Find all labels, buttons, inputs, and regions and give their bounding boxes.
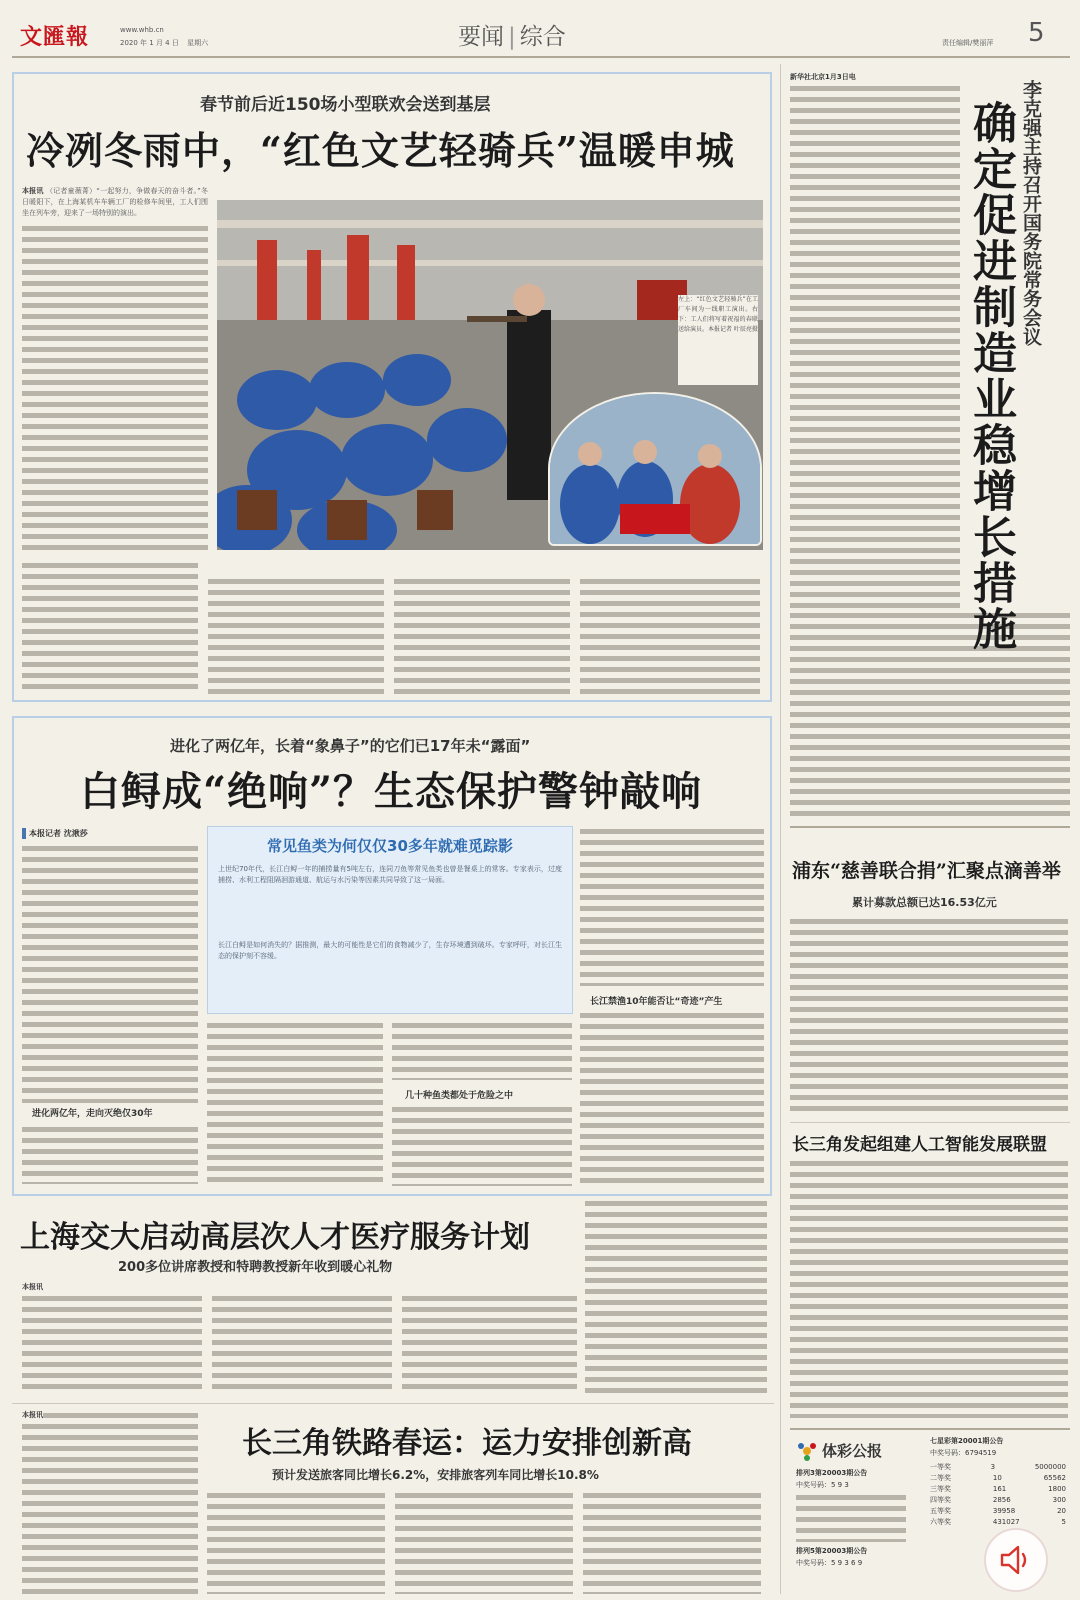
story3-deck: 200多位讲席教授和特聘教授新年收到暖心礼物 [118,1260,393,1275]
right-dateline: 新华社北京1月3日电 [790,73,856,81]
story1-photo-caption: 左上：“红色文艺轻骑兵”在工厂车间为一线职工演出。右下：工人们将写着祝福的春联送给演员。本报记者 叶辰亮摄 [678,295,758,385]
story2-lead [22,828,198,1188]
lottery-left2-number: 中奖号码：5 9 3 6 9 [796,1559,863,1567]
story2-sidebar-box [207,826,573,1014]
story4-deck: 预计发送旅客同比增长6.2%，安排旅客列车同比增长10.8% [272,1468,599,1482]
story3-body-filler [22,1293,577,1393]
masthead-rule [12,56,1070,58]
right-rule-1 [790,826,1070,828]
story1-inset-photo [548,392,762,546]
lottery-left2-title: 排列5第20003期公告 [796,1547,868,1555]
lottery-table [930,1462,1066,1528]
ai-body [790,1158,1068,1418]
lottery-row: 四等奖 2856 300 [930,1496,1066,1504]
story2-col-right [580,826,764,986]
story1-lead-text: （记者童薇菁）“一起努力，争做春天的奋斗者。”冬日暖阳下，在上海某机车车辆工厂的检修车间里，工人们围坐在列车旁，迎来了一场特别的演出。 [22,187,208,217]
story3-byline: 本报讯 [22,1283,43,1291]
lottery-left-detail [796,1492,906,1542]
right-rule-2 [790,1122,1070,1123]
lottery-number: 中奖号码：6794519 [930,1449,997,1457]
date-text: 2020 年 1 月 4 日 [120,39,179,47]
masthead-url: www.whb.cn [120,26,164,34]
story2-col-mid-2 [392,1020,572,1080]
ai-headline: 长三角发起组建人工智能发展联盟 [792,1135,1047,1155]
sidebar-box-text-1: 上世纪70年代，长江白鲟一年的捕捞量有5吨左右，连同刀鱼等常见鱼类也曾是餐桌上的常客。专家表示，过度捕捞、水利工程阻隔洄游通道、航运与水污染等因素共同导致了这一局面。 [218,865,562,884]
speaker-icon [996,1540,1036,1580]
story1-byline: 本报讯 [22,187,44,195]
masthead [0,0,1080,60]
story2-subhead-1: 进化两亿年，走向灭绝仅30年 [32,1109,153,1119]
weekday-text: 星期六 [187,39,209,47]
lottery-logo-icon [796,1440,818,1462]
story1-kicker: 春节前后近150场小型联欢会送到基层 [200,95,491,115]
story3-col-right [585,1198,767,1398]
pudong-body [790,916,1068,1116]
masthead-date [120,38,208,48]
story1-col-2 [208,576,384,694]
vertical-kicker: 李克强主持召开国务院常务会议 [1020,80,1042,346]
workers-inset-image [550,394,760,544]
story3-body [22,1282,577,1398]
story2-body-filler-1 [22,843,198,1103]
editor-credit: 责任编辑/樊丽萍 [942,39,994,47]
story1-columns [22,560,762,694]
audio-play-button[interactable] [984,1528,1048,1592]
lottery-row: 五等奖 39958 20 [930,1507,1066,1515]
section-label-1: 要闻 [458,24,504,50]
page-number: 5 [1028,18,1045,48]
story1-col-4 [580,576,760,694]
story2-col-mid-1 [207,1020,383,1186]
right-body-lower [790,610,1070,820]
section-name: 要闻 | 综合 [458,24,566,50]
lottery-row: 六等奖 431027 5 [930,1518,1066,1526]
story4-headline: 长三角铁路春运：运力安排创新高 [242,1426,692,1461]
story1-col-3 [394,576,570,694]
lottery-row: 二等奖 10 65562 [930,1474,1066,1482]
lottery-left-title: 排列3第20003期公告 [796,1469,868,1477]
lottery-row: 三等奖 161 1800 [930,1485,1066,1493]
story1-col-1 [22,560,198,694]
right-column-divider [780,64,781,1594]
story2-kicker: 进化了两亿年，长着“象鼻子”的它们已17年未“露面” [170,737,531,755]
story1-body-filler [22,223,208,556]
story1-lead [22,186,208,556]
vertical-headline: 确定促进制造业稳增长措施 [965,100,1016,652]
story2-subhead-2: 几十种鱼类都处于危险之中 [405,1091,514,1101]
story2-col-right-2 [580,1010,764,1186]
lottery-left-number: 中奖号码：5 9 3 [796,1481,849,1489]
lottery-sub: 七星彩第20001期公告 [930,1437,1004,1445]
story2-col-mid-3 [392,1104,572,1186]
story2-headline: 白鲟成“绝响”？生态保护警钟敲响 [80,768,703,815]
story4-byline: 本报讯 [22,1411,43,1419]
story2-byline: 本报记者 沈湫莎 [22,828,198,839]
story2-body-filler-2 [22,1124,198,1184]
story1-headline: 冷冽冬雨中，“红色文艺轻骑兵”温暖申城 [26,128,735,173]
section-label-2: 综合 [519,24,566,50]
story2-subhead-3: 长江禁渔10年能否让“奇迹”产生 [590,997,723,1007]
pudong-headline: 浦东“慈善联合捐”汇聚点滴善举 [792,860,1061,882]
story3-rule [12,1403,774,1404]
story4-col-left [22,1410,198,1594]
sidebar-box-title: 常见鱼类为何仅仅30多年就难觅踪影 [267,837,513,855]
pudong-deck: 累计募款总额已达16.53亿元 [852,896,997,909]
sidebar-box-text-2: 长江白鲟是如何消失的？据推测，最大的可能性是它们的食物减少了，生存环境遭到破坏。专家呼吁，对长江生态的保护刻不容缓。 [218,941,562,960]
lottery-row: 一等奖 3 5000000 [930,1463,1066,1471]
lottery-title: 体彩公报 [822,1442,883,1460]
story3-headline: 上海交大启动高层次人才医疗服务计划 [20,1220,530,1255]
story4-body [207,1490,769,1594]
newspaper-logo: 文匯報 [20,24,90,50]
